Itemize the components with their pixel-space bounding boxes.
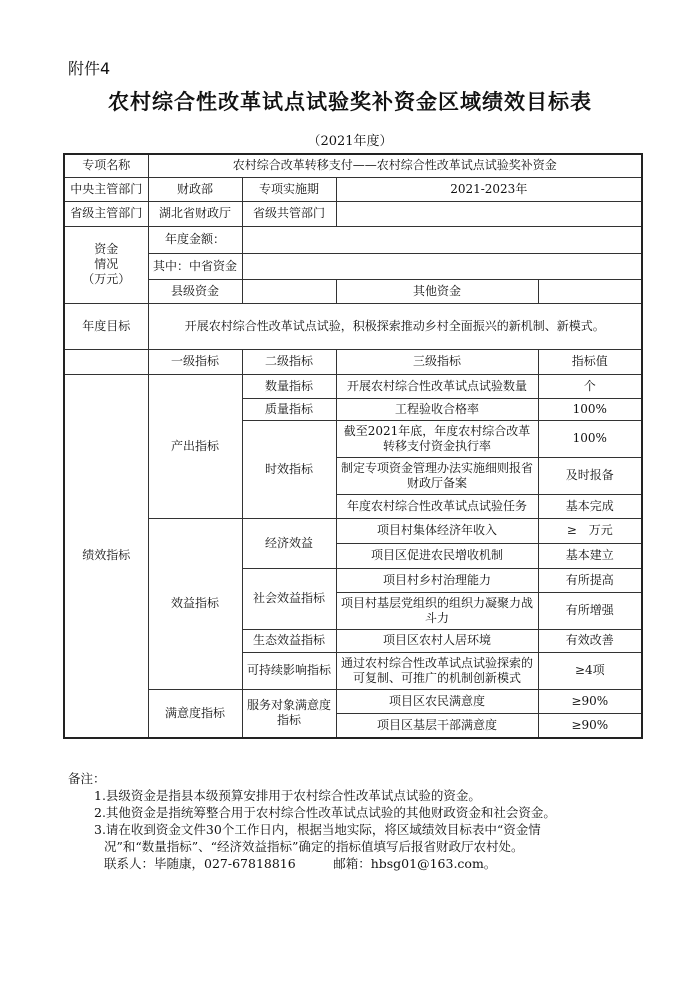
county-funds-label: 县级资金 [148,279,242,303]
service-satisfaction-label: 服务对象满意度指标 [242,689,336,738]
indicator-name: 项目村基层党组织的组织力凝聚力战斗力 [336,592,538,629]
annual-amount-value [242,226,642,253]
indicator-value: 有所增强 [538,592,642,629]
indicator-name: 开展农村综合性改革试点试验数量 [336,374,538,398]
indicator-value: 基本建立 [538,543,642,568]
central-dept-label: 中央主管部门 [64,177,148,201]
economic-benefit-label: 经济效益 [242,518,336,568]
indicator-name: 项目区农民满意度 [336,689,538,713]
indicator-name: 通过农村综合性改革试点试验探索的可复制、可推广的机制创新模式 [336,652,538,689]
indicator-spacer [64,349,148,374]
indicator-value: 有效改善 [538,629,642,652]
performance-indicators-label: 绩效指标 [64,374,148,738]
level1-header: 一级指标 [148,349,242,374]
other-funds-label: 其他资金 [336,279,538,303]
funds-label-line2: 情况 [94,257,119,271]
indicator-name: 制定专项资金管理办法实施细则报省财政厅备案 [336,457,538,494]
sustainable-impact-label: 可持续影响指标 [242,652,336,689]
period-label: 专项实施期 [242,177,336,201]
indicator-value: 有所提高 [538,568,642,592]
indicator-name: 年度农村综合性改革试点试验任务 [336,494,538,518]
value-header: 指标值 [538,349,642,374]
benefit-indicators-label: 效益指标 [148,518,242,689]
attachment-label: 附件4 [68,59,111,78]
level3-header: 三级指标 [336,349,538,374]
project-name-value: 农村综合改革转移支付——农村综合性改革试点试验奖补资金 [148,154,642,177]
annual-goal-text: 开展农村综合性改革试点试验，积极探索推动乡村全面振兴的新机制、新模式。 [148,303,642,349]
co-dept-value [336,201,642,226]
indicator-name: 项目区农村人居环境 [336,629,538,652]
funds-label-line3: （万元） [82,272,131,286]
note-item: 1.县级资金是指县本级预算安排用于农村综合性改革试点试验的资金。 [94,788,481,803]
annual-goal-label: 年度目标 [64,303,148,349]
quality-indicator-label: 质量指标 [242,398,336,420]
indicator-name: 项目区基层干部满意度 [336,713,538,738]
note-item-continuation: 况”和“数量指标”、“经济效益指标”确定的指标值填写后报省财政厅农村处。 [104,839,524,854]
indicator-name: 项目村集体经济年收入 [336,518,538,543]
provincial-funds-label: 其中：中省资金 [148,253,242,279]
indicator-value: 100% [538,420,642,457]
central-dept-value: 财政部 [148,177,242,201]
notes-section [68,770,648,872]
provincial-dept-label: 省级主管部门 [64,201,148,226]
period-value: 2021-2023年 [336,177,642,201]
other-funds-value [538,279,642,303]
indicator-name: 项目村乡村治理能力 [336,568,538,592]
project-name-label: 专项名称 [64,154,148,177]
indicator-value: 基本完成 [538,494,642,518]
timeliness-indicator-label: 时效指标 [242,420,336,518]
quantity-indicator-label: 数量指标 [242,374,336,398]
indicator-value: ≥ 万元 [538,518,642,543]
year-label: （2021年度） [307,134,393,149]
provincial-funds-value [242,253,642,279]
note-item: 2.其他资金是指统筹整合用于农村综合性改革试点试验的其他财政资金和社会资金。 [94,805,556,820]
provincial-dept-value: 湖北省财政厅 [148,201,242,226]
indicator-value: ≥4项 [538,652,642,689]
co-dept-label: 省级共管部门 [242,201,336,226]
indicator-value: ≥90% [538,713,642,738]
social-benefit-label: 社会效益指标 [242,568,336,629]
note-item: 3.请在收到资金文件30个工作日内，根据当地实际，将区域绩效目标表中“资金情 [94,822,541,837]
indicator-name: 项目区促进农民增收机制 [336,543,538,568]
indicator-value: 个 [538,374,642,398]
page-title: 农村综合性改革试点试验奖补资金区域绩效目标表 [108,90,592,114]
indicator-value: 及时报备 [538,457,642,494]
funds-label [64,226,148,303]
county-funds-value [242,279,336,303]
indicator-value: 100% [538,398,642,420]
satisfaction-indicators-label: 满意度指标 [148,689,242,738]
output-indicators-label: 产出指标 [148,374,242,518]
indicator-value: ≥90% [538,689,642,713]
notes-title: 备注： [68,771,106,786]
funds-label-line1: 资金 [94,242,119,256]
annual-amount-label: 年度金额： [148,226,242,253]
indicator-name: 截至2021年底，年度农村综合改革转移支付资金执行率 [336,420,538,457]
performance-target-table [63,153,643,739]
ecological-benefit-label: 生态效益指标 [242,629,336,652]
contact-info: 联系人：毕随康，027-67818816 邮箱：hbsg01@163.com。 [104,856,497,871]
indicator-name: 工程验收合格率 [336,398,538,420]
level2-header: 二级指标 [242,349,336,374]
